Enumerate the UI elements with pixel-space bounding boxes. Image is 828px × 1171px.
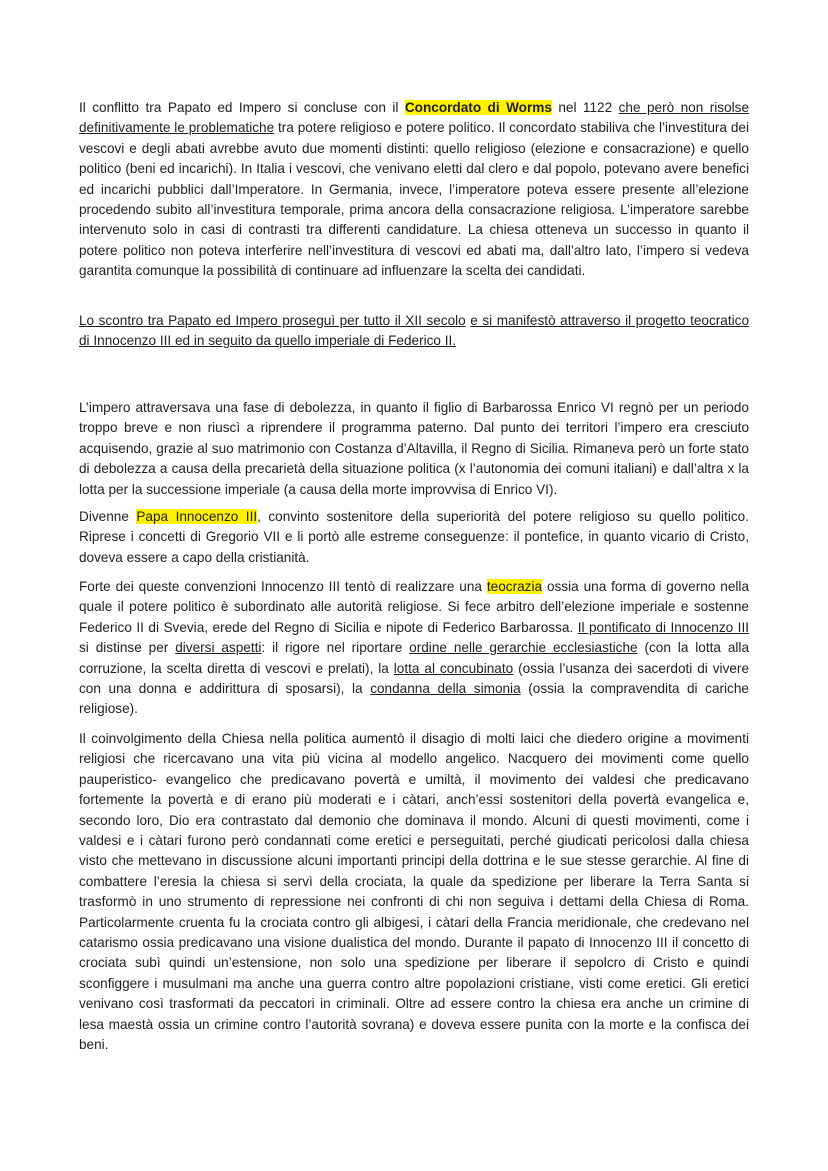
text-run: si distinse per: [79, 640, 176, 656]
text-run: Il conflitto tra Papato ed Impero si concluse con il: [79, 100, 405, 115]
text-run: ossia una forma di governo nella quale il potere politico è subordinato alle autorità religiose. Si fece arbitro dell’elezione imperiale e sostenne Federico II di Svevia, erede del Regno di Sicilia e nipote di Federico Barbarossa.: [79, 579, 750, 635]
text-run: Divenne: [79, 509, 137, 524]
text-run: (ossia la compravendita di cariche religiose).: [79, 681, 749, 717]
paragraph-movimenti-eretici: [79, 729, 749, 1056]
underlined-phrase: Il pontificato di Innocenzo III: [577, 619, 750, 635]
text-run: (con la lotta alla corruzione, la scelta diretta di vescovi e prelati), la: [79, 640, 750, 676]
underlined-phrase: e si manifestò attraverso il progetto teocratico di Innocenzo III ed in seguito da quello imperiale di Federico II.: [79, 313, 750, 349]
text-run: nel 1122: [551, 100, 619, 115]
underlined-phrase: Lo scontro tra Papato ed Impero proseguì per tutto il XII secolo: [79, 313, 466, 328]
highlighted-term-concordato-di-worms: Concordato di Worms: [404, 100, 552, 115]
text-run: L’impero attraversava una fase di debolezza, in quanto il figlio di Barbarossa Enrico VI regnò per un periodo troppo breve e non riuscì a riprendere il programma paterno. Dal punto dei territori l’impero era cresciuto acquisendo, grazie al suo matrimonio con Costanza d’Altavilla, il Regno di Sicilia. Rimaneva però un forte stato di debolezza a causa della precarietà della situazione politica (x l’autonomia dei comuni italiani) e dall’altra x la lotta per la successione imperiale (a causa della morte improvvisa di Enrico VI).: [79, 400, 749, 497]
underlined-phrase: lotta al concubinato: [393, 660, 514, 676]
underlined-phrase: che però non risolse definitivamente le problematiche: [79, 100, 750, 136]
paragraph-impero-debolezza: [79, 398, 749, 500]
text-run: Forte dei queste convenzioni Innocenzo III tentò di realizzare una: [79, 579, 487, 594]
underlined-phrase: diversi aspetti: [175, 640, 262, 656]
paragraph-teocrazia: [79, 577, 749, 720]
underlined-phrase: ordine nelle gerarchie ecclesiastiche: [409, 640, 638, 656]
paragraph-scontro-papato-impero: [79, 311, 749, 352]
text-run: : il rigore nel riportare: [261, 640, 410, 656]
text-run: , convinto sostenitore della superiorità del potere religioso su quello politico. Riprese i concetti di Gregorio VII e li portò alle estreme conseguenze: il pontefice, in quanto vicario di Cristo, doveva essere a capo della cristianità.: [79, 509, 749, 565]
text-run: tra potere religioso e potere politico. Il concordato stabiliva che l’investitura dei vescovi e degli abati avrebbe avuto due momenti distinti: quello religioso (elezione e consacrazione) e quello politico (beni ed incarichi). In Italia i vescovi, che venivano eletti dal clero e dal popolo, potevano avere benefici ed incarichi pubblici dall’Imperatore. In Germania, invece, l’imperatore poteva essere presente all’elezione procedendo subito all’investitura temporale, prima ancora della consacrazione religiosa. L’imperatore sarebbe intervenuto solo in casi di contrasti tra differenti candidature. La chiesa otteneva un successo in quanto il potere politico non poteva interferire nell’investitura di vescovi ed abati ma, dall’altro lato, l’impero si vedeva garantita comunque la possibilità di continuare ad influenzare la scelta dei candidati.: [79, 120, 749, 279]
paragraph-papa-innocenzo: [79, 507, 749, 568]
text-run: (ossia l’usanza dei sacerdoti di vivere con una donna e addirittura di sposarsi), la: [79, 660, 750, 697]
highlighted-term-papa-innocenzo-iii: Papa Innocenzo III: [136, 509, 258, 524]
highlighted-term-teocrazia: teocrazia: [486, 579, 543, 594]
underlined-phrase: condanna della simonia: [370, 681, 521, 697]
text-run: Il coinvolgimento della Chiesa nella politica aumentò il disagio di molti laici che diedero origine a movimenti religiosi che ricercavano una vita più vicina al modello angelico. Nacquero dei movimenti come quello pauperistico- evangelico che predicavano povertà e umiltà, il movimento dei valdesi che predicavano fortemente la povertà e di erano più moderati e i càtari, anch’essi sostenitori della povertà evangelica e, secondo loro, Dio era contrastato dal demonio che dominava il mondo. Alcuni di questi movimenti, come i valdesi e i càtari furono però condannati come eretici e perseguitati, perché giudicati pericolosi dalla chiesa visto che mettevano in discussione alcuni importanti principi della dottrina e le sue stesse gerarchie. Al fine di combattere l’eresia la chiesa si servì della crociata, la quale da spedizione per liberare la Terra Santa si trasformò in uno strumento di repressione nei confronti di chi non seguiva i dettami della Chiesa di Roma. Particolarmente cruenta fu la crociata contro gli albigesi, i càtari della Francia meridionale, che credevano nel catarismo ossia predicavano una visione dualistica del mondo. Durante il papato di Innocenzo III il concetto di crociata subì quindi un’estensione, non solo una spedizione per liberare il sepolcro di Cristo e quindi sconfiggere i musulmani ma anche una guerra contro altre popolazioni cristiane, visti come eretici. Gli eretici venivano così trasformati da peccatori in criminali. Oltre ad essere contro la chiesa era anche un crimine di lesa maestà ossia un crimine contro l’autorità sovrana) e doveva essere punita con la morte e la confisca dei beni.: [79, 731, 749, 1053]
paragraph-concordato-worms: [79, 98, 749, 282]
